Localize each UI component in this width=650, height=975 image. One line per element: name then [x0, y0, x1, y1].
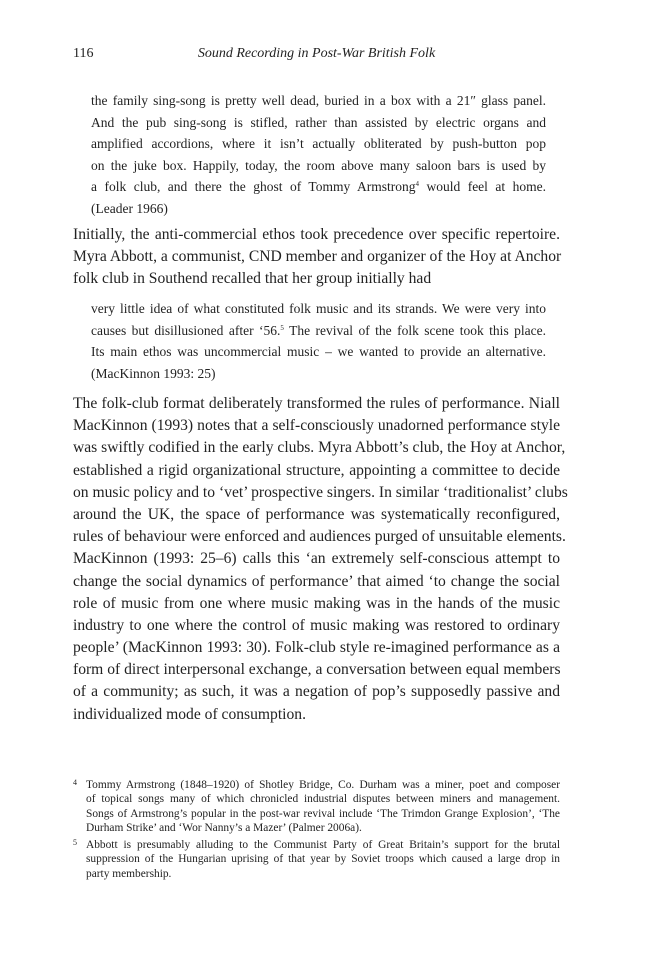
paragraph-line: The folk-club format deliberately transformed the rules of performance. Niall — [73, 395, 560, 412]
footnote-line: Tommy Armstrong (1848–1920) of Shotley Bridge, Co. Durham was a miner, poet and composer — [86, 779, 560, 791]
footnote-4 — [73, 778, 560, 835]
footnote-reference[interactable]: 4 — [415, 180, 419, 189]
paragraph-line: established a rigid organizational structure, appointing a committee to decide — [73, 461, 560, 479]
footnote-reference[interactable]: 5 — [280, 323, 284, 332]
paragraph-line: change the social dynamics of performance’ that aimed ‘to change the social — [73, 572, 560, 590]
paragraph-line: form of direct interpersonal exchange, a conversation between equal members — [73, 661, 561, 679]
footnote-line: Songs of Armstrong’s popular in the post-war revival include ‘The Trimdon Grange Explosion’, ‘The — [86, 807, 560, 820]
paragraph-line: was swiftly codified in the early clubs. Myra Abbott’s club, the Hoy at Anchor, — [73, 439, 566, 457]
paragraph-line: Myra Abbott, a communist, CND member and organizer of the Hoy at Anchor — [73, 248, 562, 266]
quote-line-text: causes but disillusioned after ‘56. — [91, 322, 281, 338]
footnote-line: of topical songs many of which chronicled industrial disputes between miners and management. — [86, 793, 560, 806]
paragraph-line: Initially, the anti-commercial ethos took precedence over specific repertoire. — [73, 226, 560, 243]
quote-line: Its main ethos was uncommercial music – we wanted to provide an alternative. — [91, 344, 546, 360]
quote-line-text: would feel at home. — [418, 179, 547, 195]
block-quote-mackinnon — [91, 298, 546, 384]
quote-line: very little idea of what constituted folk music and its strands. We were very into — [91, 301, 546, 316]
paragraph-line: of a community; as such, it was a negation of pop’s supposedly passive and — [73, 683, 560, 701]
footnote-mark: 4 — [73, 778, 77, 787]
quote-line: amplified accordions, where it isn’t actually obliterated by push-button pop — [91, 136, 546, 152]
block-quote-leader — [91, 90, 546, 220]
paragraph-line: industry to one where the control of music making was restored to ordinary — [73, 616, 560, 634]
body-paragraph — [73, 393, 568, 726]
paragraph-line: MacKinnon (1993) notes that a self-consciously unadorned performance style — [73, 417, 560, 435]
footnote-line: Durham Strike’ and ‘Wor Nanny’s a Mazer’ (Palmer 2006a). — [86, 821, 362, 834]
running-head: Sound Recording in Post-War British Folk — [197, 46, 436, 61]
quote-line-text: The revival of the folk scene took this place. — [283, 322, 546, 338]
quote-line: And the pub sing-song is stifled, rather than assisted by electric organs and — [91, 114, 546, 130]
paragraph-line: people’ (MacKinnon 1993: 30). Folk-club style re-imagined performance as a — [73, 639, 560, 657]
quote-line: the family sing-song is pretty well dead, buried in a box with a 21″ glass panel. — [91, 93, 546, 108]
paragraph-line: role of music from one where music making was in the hands of the music — [73, 594, 560, 612]
footnotes — [73, 778, 560, 884]
paragraph-line: individualized mode of consumption. — [73, 705, 307, 723]
quote-line — [91, 320, 546, 342]
paragraph-line: folk club in Southend recalled that her group initially had — [73, 270, 432, 288]
footnote-line: Abbott is presumably alluding to the Communist Party of Great Britain’s support for the brutal — [86, 839, 560, 852]
quote-line-text: a folk club, and there the ghost of Tommy Armstrong — [91, 179, 416, 195]
paragraph-line: MacKinnon (1993: 25–6) calls this ‘an extremely self-conscious attempt to — [73, 550, 560, 568]
footnote-mark: 5 — [73, 838, 77, 848]
quote-line — [91, 176, 546, 198]
quote-line: on the juke box. Happily, today, the room above many saloon bars is used by — [91, 157, 546, 173]
paragraph-line: rules of behaviour were enforced and audiences purged of unsuitable elements. — [73, 528, 566, 546]
quote-citation: (MacKinnon 1993: 25) — [91, 365, 216, 381]
page-number: 116 — [73, 46, 94, 61]
paragraph-line: on music policy and to ‘vet’ prospective singers. In similar ‘traditionalist’ clubs — [73, 483, 568, 501]
quote-citation: (Leader 1966) — [91, 200, 168, 216]
page-header — [73, 46, 560, 66]
footnote-line: party membership. — [86, 867, 172, 880]
paragraph-line: around the UK, the space of performance was systematically reconfigured, — [73, 505, 560, 523]
footnote-5 — [73, 838, 560, 881]
body-paragraph — [73, 224, 560, 291]
footnote-line: suppression of the Hungarian uprising of that year by Soviet troops which caused a large drop in — [86, 853, 560, 866]
